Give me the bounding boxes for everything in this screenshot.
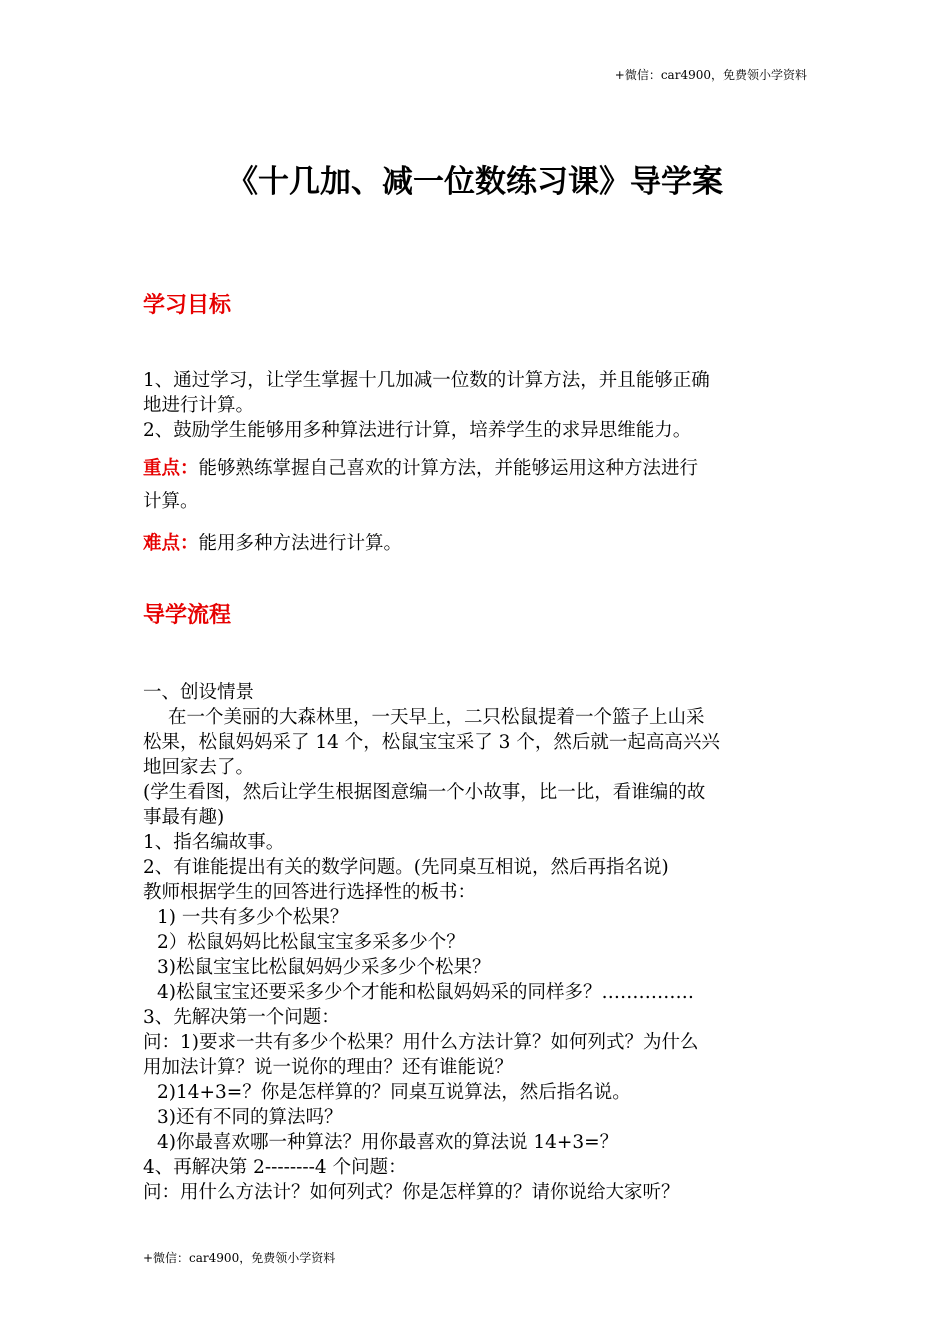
process-line: 地回家去了。 [143,757,255,778]
process-content [143,680,813,1205]
process-line: 问：用什么方法计？如何列式？你是怎样算的？请你说给大家听？ [143,1182,680,1203]
process-line: 一、创设情景 [143,682,255,703]
process-line: 4)你最喜欢哪一种算法？用你最喜欢的算法说 14+3=？ [157,1132,619,1153]
footer-note: +微信：car4900，免费领小学资料 [143,1251,336,1265]
process-line: 2、有谁能提出有关的数学问题。(先同桌互相说，然后再指名说) [143,857,669,878]
process-line: 问：1)要求一共有多少个松果？用什么方法计算？如何列式？为什么 [143,1032,699,1053]
process-line: 4、再解决第 2--------4 个问题： [143,1157,407,1178]
process-line: (学生看图，然后让学生根据图意编一个小故事，比一比，看谁编的故 [143,782,706,803]
objective-line: 2、鼓励学生能够用多种算法进行计算，培养学生的求异思维能力。 [143,420,692,441]
objectives-list [143,368,813,443]
key-point-label: 重点： [143,458,199,479]
process-line: 事最有趣) [143,807,225,828]
header-note: +微信：car4900，免费领小学资料 [614,68,807,82]
process-line: 2)14+3=？你是怎样算的？同桌互说算法，然后指名说。 [157,1082,631,1103]
difficulty [143,530,813,558]
objective-line: 地进行计算。 [143,395,255,416]
process-line: 3)还有不同的算法吗？ [157,1107,343,1128]
key-point [143,452,813,518]
process-line: 3)松鼠宝宝比松鼠妈妈少采多少个松果？ [157,957,491,978]
objective-line: 1、通过学习，让学生掌握十几加减一位数的计算方法，并且能够正确 [143,370,710,391]
key-point-text: 能够熟练掌握自己喜欢的计算方法，并能够运用这种方法进行 [198,458,699,479]
process-line: 1) 一共有多少个松果？ [157,907,349,928]
process-line: 松果，松鼠妈妈采了 14 个，松鼠宝宝采了 3 个，然后就一起高高兴兴 [143,732,720,753]
key-point-text-cont: 计算。 [143,491,199,512]
process-line: 1、指名编故事。 [143,832,285,853]
page-title: 《十几加、减一位数练习课》导学案 [227,164,723,200]
process-heading: 导学流程 [143,603,232,628]
process-line: 在一个美丽的大森林里，一天早上，二只松鼠提着一个篮子上山采 [168,707,705,728]
process-line: 用加法计算？说一说你的理由？还有谁能说？ [143,1057,514,1078]
process-line: 3、先解决第一个问题： [143,1007,340,1028]
objectives-heading: 学习目标 [143,293,232,318]
process-line: 教师根据学生的回答进行选择性的板书： [143,882,477,903]
process-line: 4)松鼠宝宝还要采多少个才能和松鼠妈妈采的同样多？…………… [157,982,694,1003]
process-line: 2）松鼠妈妈比松鼠宝宝多采多少个？ [157,932,465,953]
difficulty-label: 难点： [143,533,199,554]
difficulty-text: 能用多种方法进行计算。 [198,533,403,554]
